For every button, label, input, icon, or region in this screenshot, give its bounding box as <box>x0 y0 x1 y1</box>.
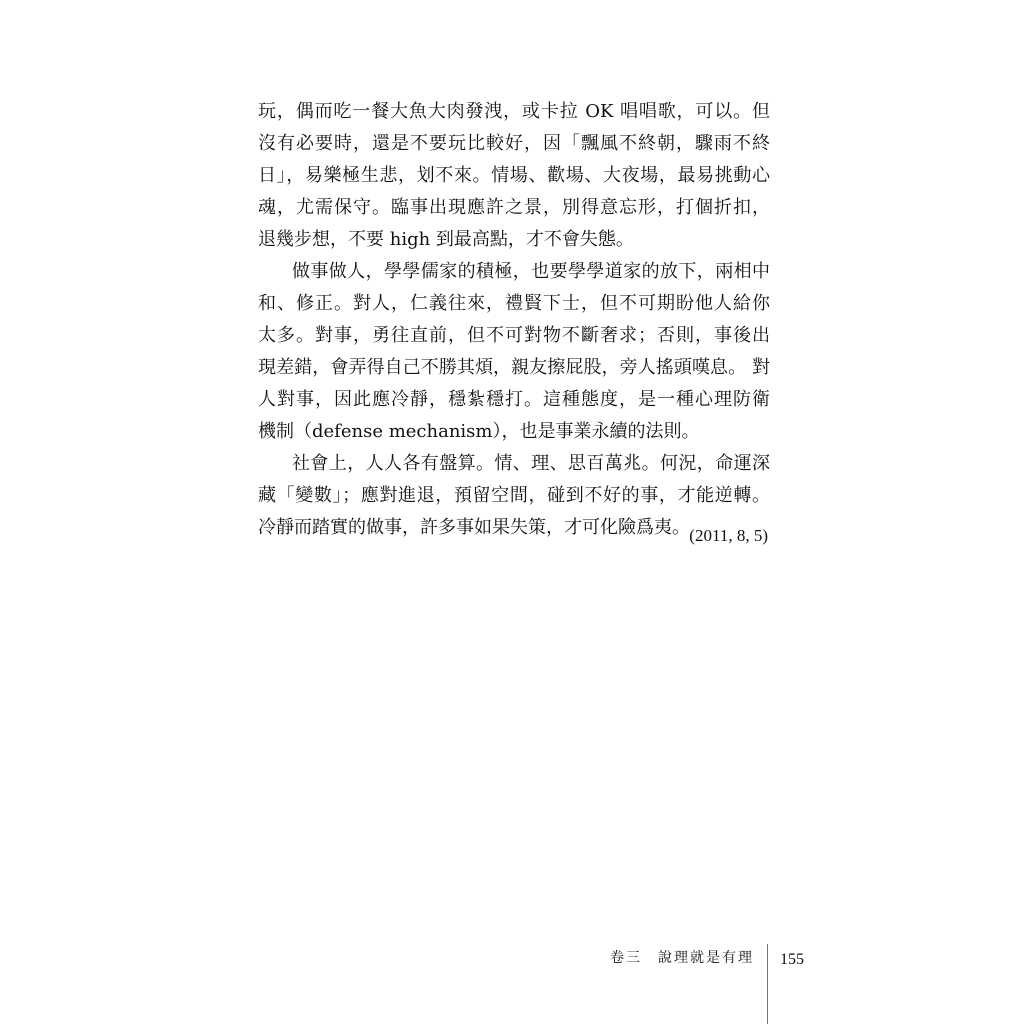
text-line: 魂，尤需保守。臨事出現應許之景，別得意忘形，打個折扣， <box>258 197 770 218</box>
text-line: 沒有必要時，還是不要玩比較好，因「飄風不終朝，驟雨不終 <box>258 133 770 154</box>
text-line: 退幾步想，不要 high 到最高點，才不會失態。 <box>258 229 634 250</box>
paragraph <box>258 96 770 256</box>
date-stamp: (2011, 8, 5) <box>689 526 768 545</box>
text-line: 現差錯，會弄得自己不勝其煩，親友擦屁股，旁人搖頭嘆息。 對 <box>258 357 770 378</box>
page-number: 155 <box>780 951 804 968</box>
text-line: 藏「變數」；應對進退，預留空間，碰到不好的事，才能逆轉。 <box>258 485 770 506</box>
text-line: 和、修正。對人，仁義往來，禮賢下士，但不可期盼他人給你 <box>258 293 770 314</box>
paragraph <box>258 256 770 448</box>
text-line: 冷靜而踏實的做事，許多事如果失策，才可化險爲夷。 <box>258 517 690 538</box>
footer-divider <box>767 944 768 1024</box>
body-text <box>258 96 770 544</box>
text-line: 做事做人，學學儒家的積極，也要學學道家的放下，兩相中 <box>292 261 770 282</box>
text-line: 機制（defense mechanism），也是事業永續的法則。 <box>258 421 700 442</box>
text-line: 玩，偶而吃一餐大魚大肉發洩，或卡拉 OK 唱唱歌，可以。但 <box>258 101 770 122</box>
text-line: 太多。對事，勇往直前，但不可對物不斷奢求；否則，事後出 <box>258 325 770 346</box>
text-line: 社會上，人人各有盤算。情、理、思百萬兆。何況，命運深 <box>292 453 770 474</box>
text-line: 日」，易樂極生悲，划不來。情場、歡場、大夜場，最易挑動心 <box>258 165 770 186</box>
text-line: 人對事，因此應冷靜，穩紮穩打。這種態度，是一種心理防衛 <box>258 389 770 410</box>
running-footer-title: 卷三 說理就是有理 <box>610 950 754 966</box>
